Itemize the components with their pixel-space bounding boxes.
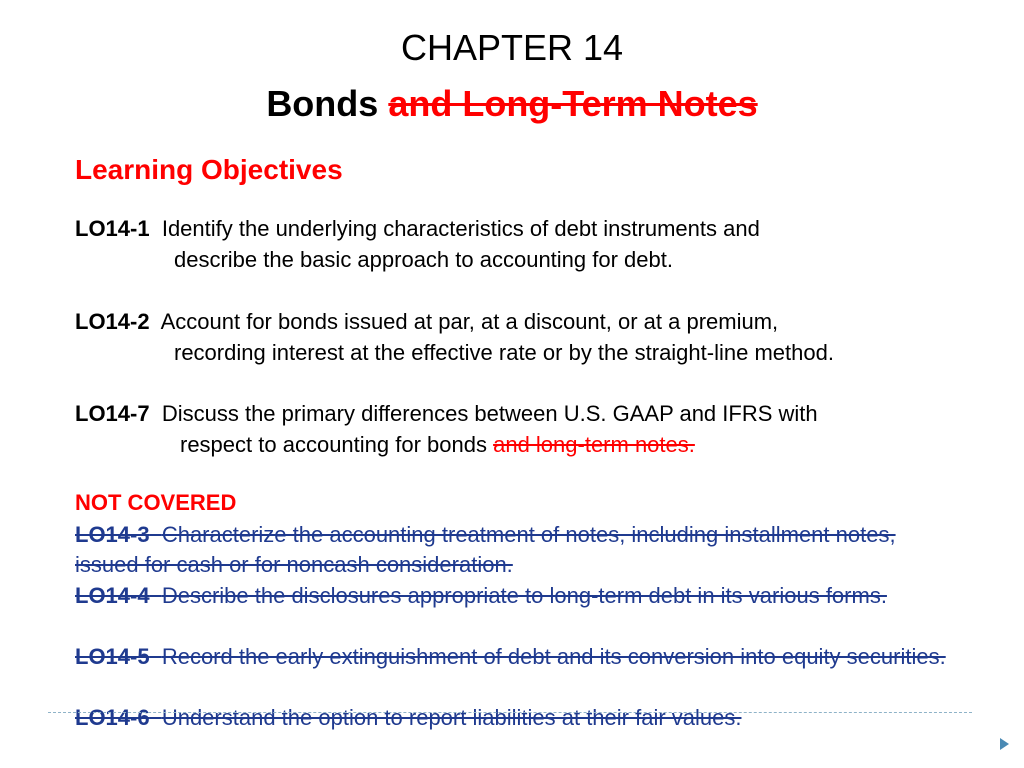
not-covered-item: [75, 520, 965, 580]
chapter-title: CHAPTER 14: [400, 27, 624, 68]
objective-item: [75, 398, 975, 460]
not-covered-text: Describe the disclosures appropriate to long-term debt in its various forms.: [161, 583, 887, 608]
chapter-subtitle: [0, 84, 1024, 124]
objective-struck-text: and long-term notes.: [493, 432, 695, 457]
learning-objectives-heading: Learning Objectives: [75, 154, 343, 185]
objective-text-line2: describe the basic approach to accounting for debt.: [174, 247, 673, 272]
objective-text-line1: Identify the underlying characteristics of debt instruments and: [161, 216, 760, 241]
objective-text-line2: recording interest at the effective rate or by the straight-line method.: [174, 340, 834, 365]
not-covered-text: Understand the option to report liabilities at their fair values.: [161, 705, 742, 730]
objective-code: LO14-7: [75, 401, 150, 426]
not-covered-heading: NOT COVERED: [75, 490, 237, 515]
not-covered-item: [75, 703, 965, 733]
objective-code: LO14-1: [75, 216, 150, 241]
objective-line2-text: respect to accounting for bonds: [180, 432, 487, 457]
not-covered-code: LO14-4: [75, 583, 150, 608]
not-covered-code: LO14-6: [75, 705, 150, 730]
objective-item: [75, 306, 975, 368]
not-covered-text: Characterize the accounting treatment of notes, including installment notes, issued for cash or for noncash consideration.: [75, 522, 896, 577]
objective-code: LO14-2: [75, 309, 150, 334]
objective-item: [75, 213, 975, 275]
not-covered-item: [75, 642, 965, 672]
subtitle-struck-text: and Long-Term Notes: [388, 83, 758, 124]
not-covered-code: LO14-5: [75, 644, 150, 669]
not-covered-item: [75, 581, 965, 611]
objective-text-line1: Account for bonds issued at par, at a discount, or at a premium,: [160, 309, 779, 334]
triangle-right-icon: [1000, 738, 1009, 750]
not-covered-text: Record the early extinguishment of debt and its conversion into equity securities.: [161, 644, 946, 669]
objective-text-line1: Discuss the primary differences between U.S. GAAP and IFRS with: [161, 401, 818, 426]
footer-divider: [48, 712, 972, 713]
objective-text-line2: [75, 429, 975, 460]
not-covered-code: LO14-3: [75, 522, 150, 547]
subtitle-bonds: Bonds: [266, 83, 379, 124]
